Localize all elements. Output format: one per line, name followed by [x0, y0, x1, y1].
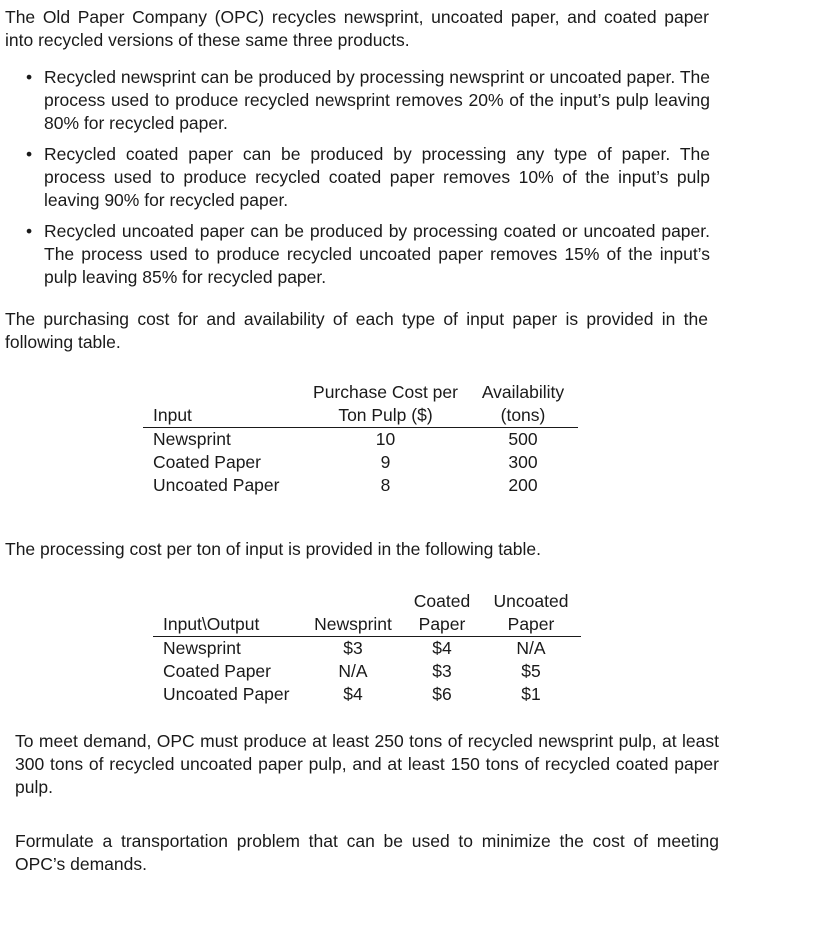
table-header-row [143, 404, 578, 428]
table-cell: $6 [432, 684, 452, 704]
table-cell: $5 [521, 661, 541, 681]
table-cell: $3 [343, 638, 363, 658]
bullet-symbol: • [26, 144, 33, 164]
header-cell: Input [143, 404, 303, 428]
header-cell: Ton Pulp ($) [303, 404, 468, 428]
row-label: Newsprint [163, 638, 241, 658]
bullet-text: Recycled uncoated paper can be produced by processing coated or uncoated paper. The process used to produce recycled uncoated paper removes 15% of the input’s pulp leaving 85% for recycled paper. [44, 221, 710, 287]
row-label: Coated Paper [163, 661, 271, 681]
bullet-symbol: • [26, 67, 33, 87]
processing-cost-table [153, 590, 581, 706]
header-cell: Purchase Cost per [313, 382, 458, 402]
table-cell: N/A [338, 661, 368, 681]
table-cell: $1 [521, 684, 541, 704]
table-header-row [153, 613, 581, 637]
table-cell: 9 [380, 452, 391, 472]
row-label: Coated Paper [153, 452, 261, 472]
header-cell: Paper [481, 613, 581, 637]
bullet-item-newsprint [26, 66, 710, 135]
process-bullet-list [26, 66, 710, 297]
table-cell: $3 [432, 661, 452, 681]
table-cell: 300 [508, 452, 538, 472]
row-label: Uncoated Paper [153, 475, 280, 495]
table-cell: $4 [432, 638, 452, 658]
table-row [153, 637, 581, 661]
table-cell: $4 [343, 684, 363, 704]
purchase-cost-table [143, 381, 578, 497]
table-cell: 500 [508, 429, 538, 449]
bullet-text: Recycled newsprint can be produced by processing newsprint or uncoated paper. The process used to produce recycled newsprint removes 20% of the input’s pulp leaving 80% for recycled paper. [44, 67, 710, 133]
header-cell: Input\Output [153, 613, 303, 637]
table-header-row [153, 590, 581, 613]
header-cell [153, 590, 303, 613]
table-row [153, 660, 581, 683]
formulate-paragraph: Formulate a transportation problem that can be used to minimize the cost of meeting OPC’s demands. [15, 831, 719, 874]
purchase-intro-paragraph: The purchasing cost for and availability of each type of input paper is provided in the following table. [5, 309, 708, 352]
table-row [153, 683, 581, 706]
demand-paragraph: To meet demand, OPC must produce at least 250 tons of recycled newsprint pulp, at least 300 tons of recycled uncoated paper pulp, and at least 150 tons of recycled coated paper pulp. [15, 731, 719, 797]
bullet-symbol: • [26, 221, 33, 241]
header-cell: Availability [481, 382, 565, 402]
table-row [143, 451, 578, 474]
processing-intro-paragraph: The processing cost per ton of input is provided in the following table. [5, 539, 542, 559]
table-row [143, 474, 578, 497]
header-cell: Uncoated [493, 591, 569, 611]
table-cell: 8 [380, 475, 391, 495]
header-cell: Paper [403, 613, 481, 637]
table-cell: 200 [508, 475, 538, 495]
bullet-item-uncoated [26, 220, 710, 289]
bullet-text: Recycled coated paper can be produced by processing any type of paper. The process used to produce recycled coated paper removes 10% of the input’s pulp leaving 90% for recycled paper. [44, 144, 710, 210]
table-cell: 10 [375, 429, 396, 449]
table-row [143, 428, 578, 452]
header-cell [303, 590, 403, 613]
intro-paragraph: The Old Paper Company (OPC) recycles newsprint, uncoated paper, and coated paper into recycled versions of these same three products. [5, 7, 709, 50]
table-cell: N/A [516, 638, 546, 658]
header-cell: Newsprint [303, 613, 403, 637]
header-cell: Coated [413, 591, 471, 611]
row-label: Uncoated Paper [163, 684, 290, 704]
table-header-row [143, 381, 578, 404]
row-label: Newsprint [153, 429, 231, 449]
header-cell: (tons) [468, 404, 578, 428]
header-cell [143, 381, 303, 404]
bullet-item-coated [26, 143, 710, 212]
